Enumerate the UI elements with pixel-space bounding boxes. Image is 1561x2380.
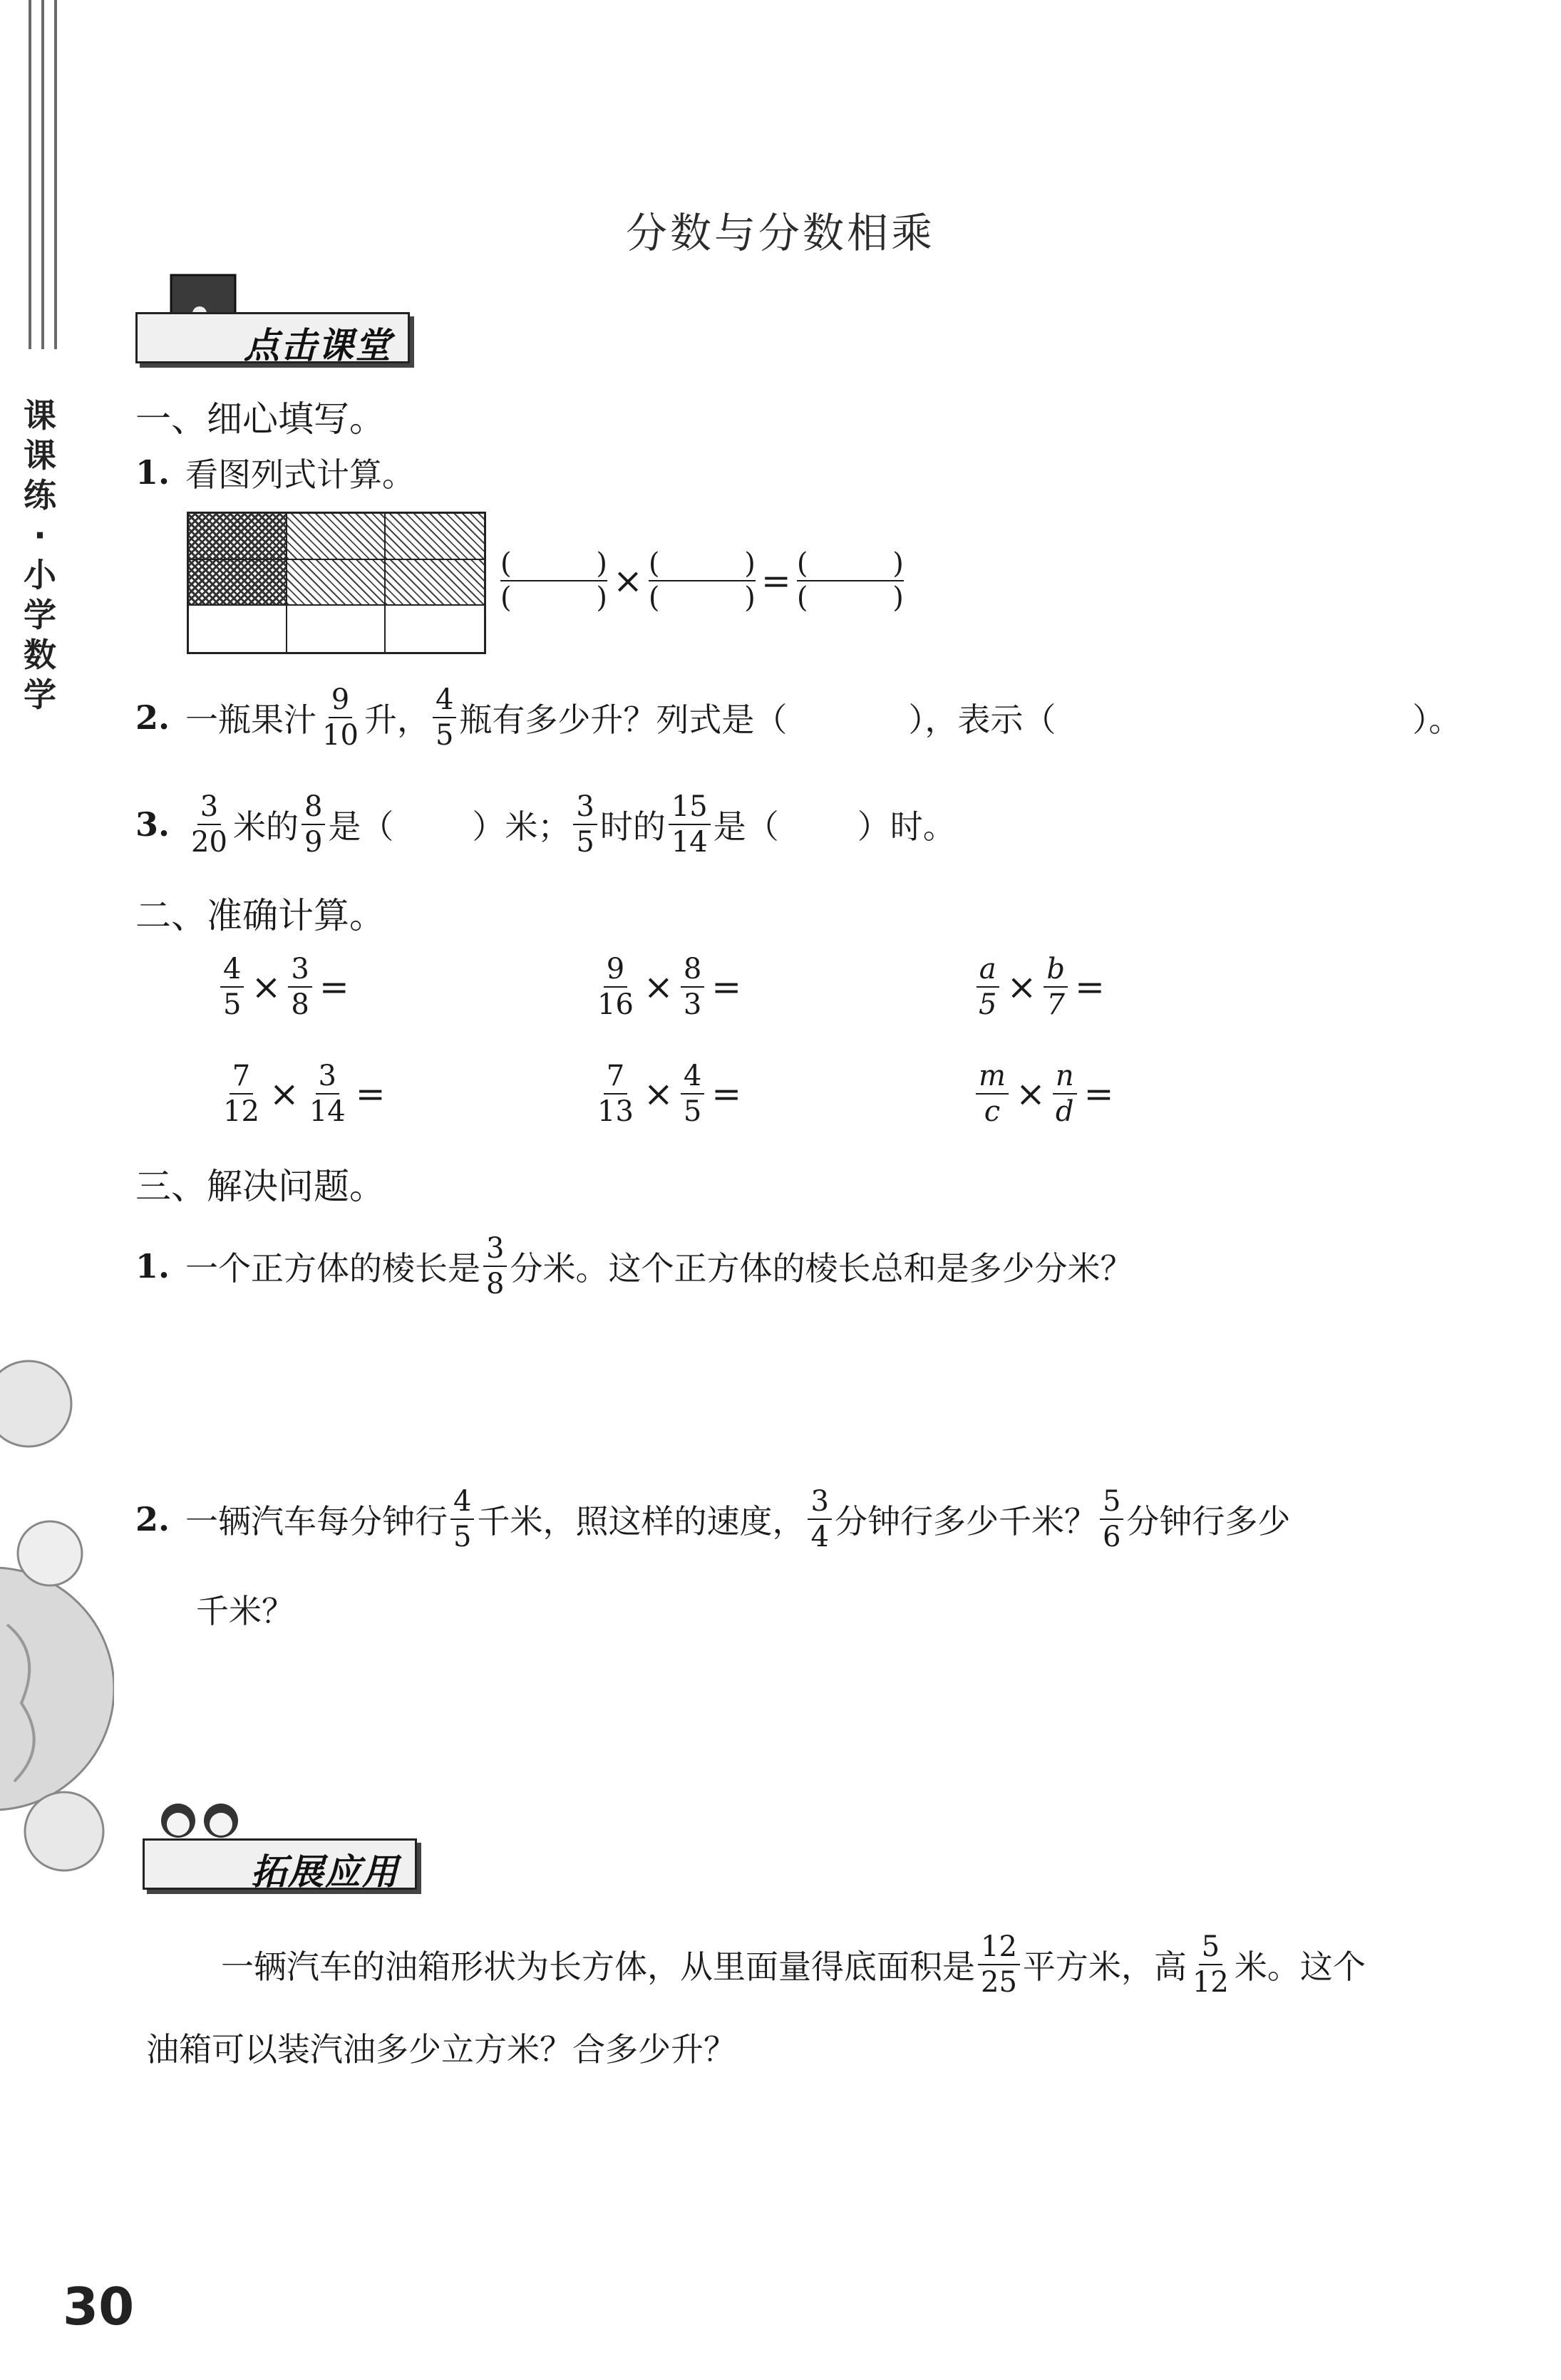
question-1-3: 3. $\frac{3}{20}$ 米的 $\frac{8}{9}$ 是（ ）米； $\frac{3}{5}$ 时的 $\frac{15}{14}$ 是（ ）时。	[135, 790, 956, 859]
grid-cell-shaded	[287, 560, 386, 606]
section-heading-calc: 二、准确计算。	[135, 895, 385, 936]
grid-cell-double-shaded	[189, 560, 287, 606]
children-globe-illustration	[0, 1318, 114, 1903]
question-3-2: 2. 一辆汽车每分钟行 $\frac{4}{5}$ 千米，照这样的速度， $\frac{3}{4}$ 分钟行多少千米？ $\frac{5}{6}$ 分钟行多少	[135, 1485, 1291, 1553]
section-heading-problems: 三、解决问题。	[135, 1166, 385, 1207]
calc-item: $\frac{9}{16}$ × $\frac{8}{3}$ =	[597, 953, 742, 1021]
grid-cell-shaded	[386, 514, 484, 560]
question-1-2: 2. 一瓶果汁 $\frac{9}{10}$ 升， $\frac{4}{5}$ 瓶有多少升？列式是（ ），表示（ ）。	[135, 683, 1462, 752]
grid-cell-double-shaded	[189, 514, 287, 560]
binding-line	[54, 0, 57, 349]
question-3-1: 1. 一个正方体的棱长是 $\frac{3}{8}$ 分米。这个正方体的棱长总和是多少分米？	[135, 1232, 1133, 1300]
binding-line	[29, 0, 31, 349]
fraction-blank[interactable]: ( ) ( )	[796, 547, 904, 614]
page-number: 30	[63, 2277, 135, 2337]
fraction-blank[interactable]: ( ) ( )	[648, 547, 756, 614]
fraction-blank[interactable]: ( ) ( )	[500, 547, 607, 614]
calc-item: $\frac{7}{12}$ × $\frac{3}{14}$ =	[223, 1060, 386, 1128]
section-heading-fill: 一、细心填写。	[135, 398, 385, 440]
grid-cell-shaded	[287, 514, 386, 560]
fraction-grid-figure	[187, 512, 486, 654]
extension-problem: 一辆汽车的油箱形状为长方体，从里面量得底面积是 $\frac{12}{25}$ 平方米，高 $\frac{5}{12}$ 米。这个	[221, 1930, 1366, 1999]
question-1-1: 1. 看图列式计算。	[135, 453, 416, 494]
question-3-2-continued: 千米？	[196, 1592, 294, 1630]
calc-item: $\frac{7}{13}$ × $\frac{4}{5}$ =	[597, 1060, 742, 1128]
calc-item: $\frac{a}{5}$ × $\frac{b}{7}$ =	[973, 953, 1109, 1020]
extension-problem-continued: 油箱可以装汽油多少立方米？合多少升？	[146, 2030, 736, 2069]
section-banner-extension: 拓展应用	[143, 1838, 417, 1890]
calc-item: $\frac{4}{5}$ × $\frac{3}{8}$ =	[217, 953, 354, 1020]
grid-cell-empty	[287, 606, 386, 652]
grid-cell-shaded	[386, 560, 484, 606]
grid-answer-expression: ( ) ( ) × ( ) ( ) = ( ) ( )	[500, 547, 904, 614]
page-title: 分数与分数相乘	[625, 209, 935, 257]
grid-cell-empty	[189, 606, 287, 652]
section-banner-classroom: 点击课堂	[135, 312, 410, 363]
binding-line	[41, 0, 44, 349]
grid-cell-empty	[386, 606, 484, 652]
side-title: 课 课 练 · 小 学 数 学	[24, 396, 56, 714]
calc-item: $\frac{m}{c}$ × $\frac{n}{d}$ =	[973, 1060, 1118, 1127]
